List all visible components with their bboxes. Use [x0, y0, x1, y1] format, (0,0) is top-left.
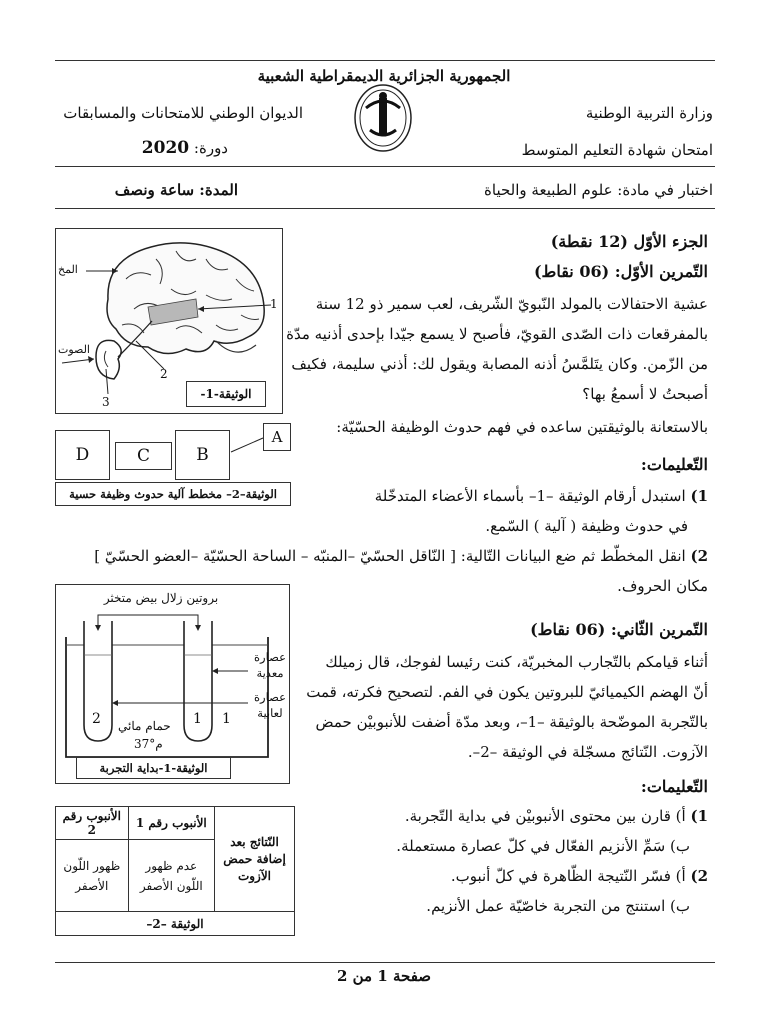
gastric-label: عصارة معدية: [254, 650, 286, 680]
brain-label: المخ: [58, 263, 78, 276]
ex2-line: أثناء قيامكم بالتّجارب المخبريّة، كنت رئيسا لفوجك، قال زميلك: [325, 653, 708, 671]
ex1-instructions-title: التّعليمات:: [640, 455, 708, 474]
diagram-box-C: C: [115, 442, 172, 470]
temperature-label: 37°م: [134, 737, 163, 751]
label-1: 1: [270, 297, 278, 311]
ex2-q1a-num: 1): [690, 807, 708, 825]
arrow-1-number: 1: [222, 711, 231, 727]
page-number: صفحة 1 من 2: [336, 967, 432, 985]
tube-2-number: 2: [92, 711, 101, 727]
ex1-q2-text: انقل المخطّط ثم ضع البيانات التّالية: [ النّاقل الحسّيّ –المنبّه – الساحة الحسّيّة –العضو الحسّيّ ]: [94, 547, 686, 565]
brain-doc-label: الوثيقة-1-: [186, 381, 266, 407]
table-caption: الوثيقة –2–: [56, 912, 295, 936]
ex1-q2-num: 2): [690, 547, 708, 565]
office-label: الديوان الوطني للامتحانات والمسابقات: [63, 104, 303, 122]
ex1-q2b: مكان الحروف.: [617, 577, 708, 595]
header-bottom-rule: [55, 208, 715, 209]
session-year: 2020: [141, 138, 190, 158]
tubes-caption: الوثيقة-1-بداية التجربة: [76, 757, 231, 779]
tubes-figure: [55, 584, 290, 784]
ex2-line: الآزوت. النّتائج مسجّلة في الوثيقة –2–.: [467, 743, 708, 761]
ex1-q1b: في حدوث وظيفة ( آلية ) السّمع.: [485, 517, 688, 535]
ex1-q2: [94, 546, 708, 566]
ex2-q1b: ب) سَمِّ الأنزيم الفعّال في كلّ عصارة مستعملة.: [396, 837, 690, 855]
ex2-title: التّمرين الثّاني: (06 نقاط): [530, 620, 708, 639]
part1-title: الجزء الأوّل (12 نقطة): [550, 232, 708, 251]
ex2-q2b: ب) استنتج من التجربة خاصّيّة عمل الأنزيم.: [426, 897, 690, 915]
tubes-top-label: بروتين زلال بيض متخثر: [103, 591, 219, 605]
tube2-head: الأنبوب رقم 2: [56, 807, 129, 840]
exam-logo: [352, 82, 414, 154]
label-2: 2: [160, 367, 168, 381]
ex1-q1-text: استبدل أرقام الوثيقة –1– بأسماء الأعضاء المتدخّلة: [374, 487, 686, 505]
sound-label: الصوت: [58, 343, 90, 356]
table-header-label: النّتائج بعد إضافة حمض الآزوت: [223, 834, 286, 883]
label-3: 3: [102, 395, 110, 409]
ex1-line: بالاستعانة بالوثيقتين ساعده في فهم حدوث الوظيفة الحسّيّة:: [336, 418, 708, 436]
ex1-line: عشية الاحتفالات بالمولد النّبويّ الشّريف، لعب سمير ذو 12 سنة: [315, 295, 708, 313]
saliva-label: عصارة لعابية: [254, 690, 286, 720]
ex2-q2a-num: 2): [690, 867, 708, 885]
ex2-paragraph: [298, 652, 708, 772]
ex2-instructions-title: التّعليمات:: [640, 777, 708, 796]
republic-title: الجمهورية الجزائرية الديمقراطية الشعبية: [257, 67, 511, 85]
top-rule: [55, 60, 715, 61]
tube2-result: ظهور اللّون الأصفر: [56, 840, 129, 912]
ex2-line: أنّ الهضم الكيميائيّ للبروتين يكون في الفم. لتصحيح فكرته، قمت: [306, 683, 708, 701]
ex1-paragraph: [288, 294, 708, 414]
ex2-q1a: [405, 806, 708, 826]
diagram-box-D: D: [55, 430, 110, 480]
ex1-line: من الزّمن. وكان يتَلمَّسُ أذنه المصابة ويقول لك: أذني سليمة، فكيف: [291, 355, 708, 373]
ex2-q2a: [451, 866, 708, 886]
tube1-head: الأنبوب رقم 1: [128, 807, 214, 840]
diagram-arrow: [225, 430, 269, 460]
ex2-line: بالتّجربة الموضّحة بالوثيقة –1–، وبعد مدّة أضفت للأنبوبيْن حمض: [315, 713, 708, 731]
diagram-box-A: A: [263, 423, 291, 451]
tube-1-number: 1: [193, 711, 202, 727]
ex2-q1a-text: أ) قارن بين محتوى الأنبوبيْن في بداية التّجربة.: [404, 807, 686, 825]
ex1-line: بالمفرقعات ذات الصّدى القويّ، فأصبح لا يسمع جيّدا بإحدى أذنيه مدّة: [286, 325, 708, 343]
header-rule: [55, 166, 715, 167]
ex1-q1: [375, 486, 708, 506]
ministry-label: وزارة التربية الوطنية: [585, 104, 713, 122]
ex1-line: أصبحتُ لا أسمعُ بها؟: [582, 385, 708, 403]
ex1-title: التّمرين الأوّل: (06 نقاط): [533, 262, 708, 281]
diagram-caption: الوثيقة–2– مخطط آلية حدوث وظيفة حسية: [55, 482, 291, 506]
exam-title: امتحان شهادة التعليم المتوسط: [521, 141, 713, 159]
table-corner-cell: [215, 807, 295, 912]
duration: المدة: ساعة ونصف: [114, 181, 238, 199]
results-table: [55, 806, 295, 936]
session-label: دورة:: [193, 139, 228, 157]
diagram-box-B: B: [175, 430, 230, 480]
footer-rule: [55, 962, 715, 963]
bath-label: حمام مائي: [118, 719, 171, 733]
tube1-result: عدم ظهور اللّون الأصفر: [128, 840, 214, 912]
ex2-q2a-text: أ) فسّر النّتيجة الظّاهرة في كلّ أنبوب.: [450, 867, 686, 885]
brain-figure: [55, 228, 283, 414]
subject: اختبار في مادة: علوم الطبيعة والحياة: [484, 181, 713, 199]
session: [68, 138, 228, 158]
ex1-q1-num: 1): [690, 487, 708, 505]
